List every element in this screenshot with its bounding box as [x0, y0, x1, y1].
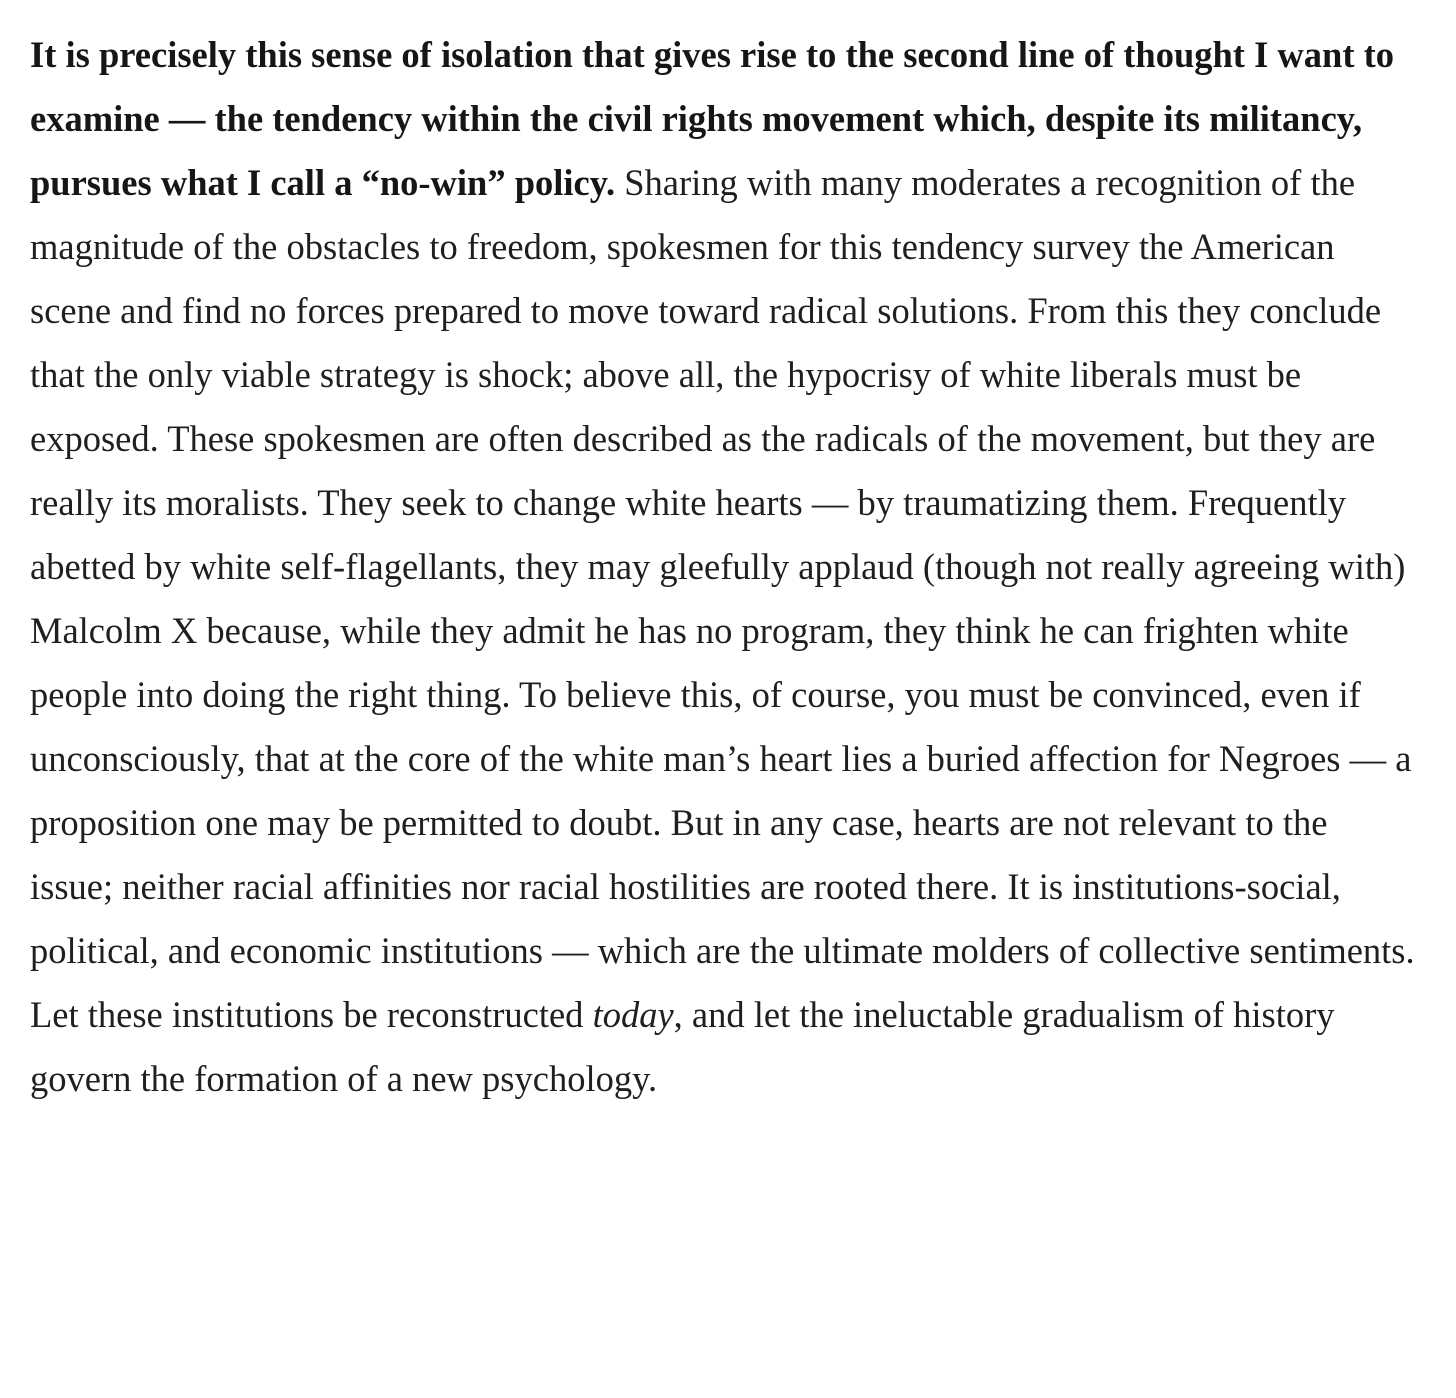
bold-lead-sentence: It is precisely this sense of isolation that gives rise to the second line of thought I want to examine — the tendency within the civil rights movement which, despite its militancy, pursues what I call a “no-win” policy. [30, 34, 1395, 203]
article-paragraph [30, 23, 1416, 1111]
italic-emphasis: today [592, 994, 674, 1035]
paragraph-body: Sharing with many moderates a recognition of the magnitude of the obstacles to freedom, spokesmen for this tendency survey the American scene and find no forces prepared to move toward radical solutions. From this they conclude that the only viable strategy is shock; above all, the hypocrisy of white liberals must be exposed. These spokesmen are often described as the radicals of the movement, but they are really its moralists. They seek to change white hearts — by traumatizing them. Frequently abetted by white self-flagellants, they may gleefully applaud (though not really agreeing with) Malcolm X because, while they admit he has no program, they think he can frighten white people into doing the right thing. To believe this, of course, you must be convinced, even if unconsciously, that at the core of the white man’s heart lies a buried affection for Negroes — a proposition one may be permitted to doubt. But in any case, hearts are not relevant to the issue; neither racial affinities nor racial hostilities are rooted there. It is institutions-social, political, and economic institutions — which are the ultimate molders of collective sentiments. Let these institutions be reconstructed [30, 162, 1415, 1035]
paragraph-ending: , and let the ineluctable gradualism of history govern the formation of a new psychology. [30, 994, 1335, 1099]
